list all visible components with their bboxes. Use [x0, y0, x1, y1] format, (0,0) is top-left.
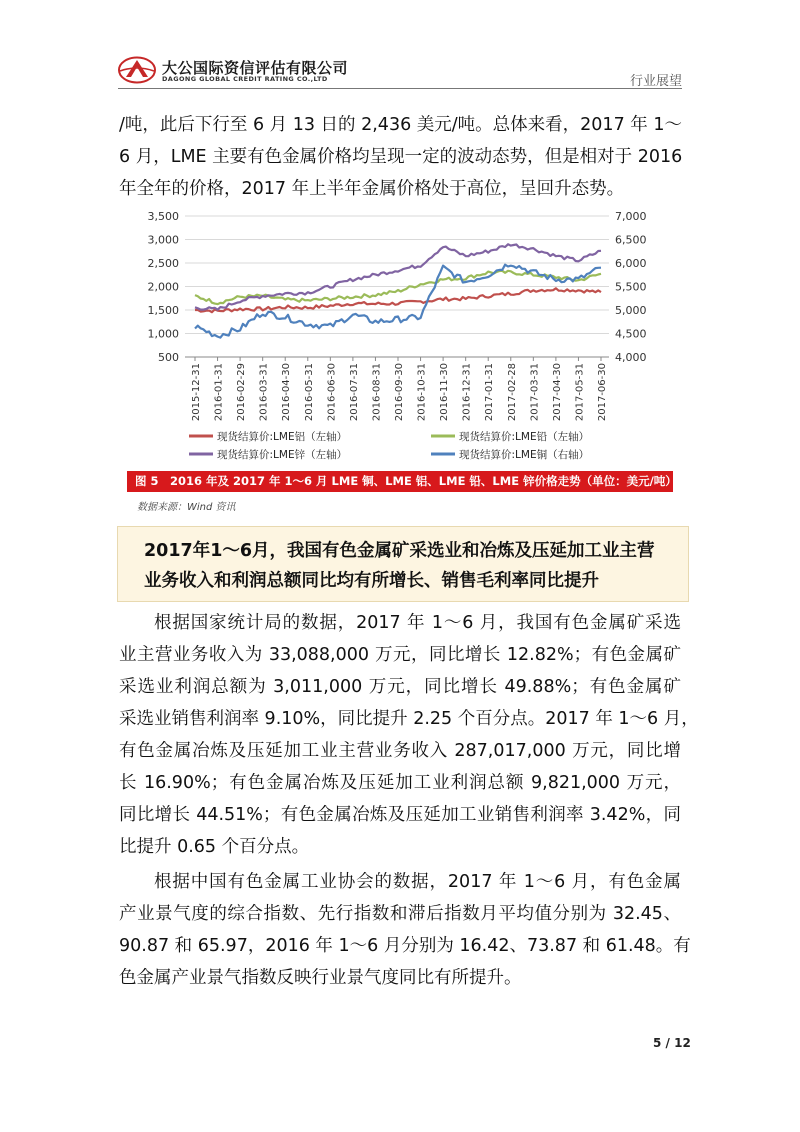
- company-name-cn: 大公国际资信评估有限公司: [162, 59, 349, 77]
- right-axis-tick-label: 7,000: [615, 210, 647, 223]
- left-axis-tick-label: 1,500: [147, 304, 179, 317]
- figure-caption: 图 5 2016 年及 2017 年 1～6 月 LME 铜、LME 铝、LME 铅、LME 锌价格走势（单位：美元/吨）: [127, 471, 673, 492]
- x-axis-tick-label: 2017-04-30: [551, 363, 563, 422]
- text-line: 比提升 0.65 个百分点。: [119, 837, 310, 857]
- header-divider: [118, 88, 682, 89]
- x-axis-tick-label: 2017-06-30: [597, 363, 608, 422]
- legend-label: 现货结算价:LME锌（左轴）: [217, 449, 348, 461]
- right-axis-tick-label: 5,000: [615, 304, 647, 317]
- dagong-logo-icon: [118, 56, 156, 84]
- x-axis-tick-label: 2016-09-30: [394, 363, 405, 422]
- left-axis-tick-label: 3,500: [147, 210, 179, 223]
- x-axis-tick-label: 2016-08-31: [371, 363, 383, 422]
- right-axis-tick-label: 4,000: [615, 351, 647, 364]
- legend-label: 现货结算价:LME铝（左轴）: [217, 431, 348, 443]
- intro-paragraph: [119, 109, 681, 205]
- right-axis-tick-label: 4,500: [615, 327, 647, 341]
- text-line: 长 16.90%；有色金属冶炼及压延加工业利润总额 9,821,000 万元，: [119, 773, 681, 793]
- text-line: 年全年的价格，2017 年上半年金属价格处于高位，呈回升态势。: [119, 179, 625, 199]
- series-line: [195, 288, 601, 312]
- text-line: 色金属产业景气指数反映行业景气度同比有所提升。: [119, 968, 522, 988]
- x-axis-tick-label: 2016-03-31: [258, 363, 270, 422]
- x-axis-tick-label: 2016-05-31: [303, 363, 315, 422]
- text-line: 同比增长 44.51%；有色金属冶炼及压延加工业销售利润率 3.42%，同: [119, 805, 681, 825]
- text-line: 采选业利润总额为 3,011,000 万元，同比增长 49.88%；有色金属矿: [119, 677, 681, 697]
- highlight-line: 业务收入和利润总额同比均有所增长、销售毛利率同比提升: [144, 571, 599, 591]
- x-axis-tick-label: 2017-01-31: [484, 363, 496, 422]
- left-axis-tick-label: 2,000: [147, 280, 179, 294]
- highlight-line: 2017年1～6月，我国有色金属矿采选业和冶炼及压延加工业主营: [144, 541, 655, 561]
- x-axis-tick-label: 2016-02-29: [236, 363, 248, 422]
- paragraph-index: [119, 866, 691, 994]
- x-axis-tick-label: 2017-03-31: [529, 363, 541, 422]
- x-axis-tick-label: 2016-01-31: [213, 363, 225, 422]
- highlight-heading: [117, 526, 689, 602]
- text-line: 有色金属冶炼及压延加工业主营业务收入 287,017,000 万元，同比增: [119, 741, 681, 761]
- company-name-en: DAGONG GLOBAL CREDIT RATING CO.,LTD: [162, 75, 328, 83]
- x-axis-tick-label: 2016-07-31: [348, 363, 360, 422]
- data-source: 数据来源：Wind 资讯: [137, 502, 236, 513]
- text-line: 90.87 和 65.97，2016 年 1～6 月分别为 16.42、73.87 和 61.48。有: [119, 936, 691, 956]
- series-line: [195, 265, 601, 338]
- left-axis-tick-label: 2,500: [147, 257, 179, 270]
- x-axis-tick-label: 2016-12-31: [461, 363, 473, 422]
- section-label: 行业展望: [629, 74, 682, 89]
- text-line: 根据中国有色金属工业协会的数据，2017 年 1～6 月，有色金属: [154, 872, 681, 892]
- left-axis-tick-label: 3,000: [147, 233, 179, 247]
- text-line: 业主营业务收入为 33,088,000 万元，同比增长 12.82%；有色金属矿: [119, 645, 681, 665]
- text-line: 根据国家统计局的数据，2017 年 1～6 月，我国有色金属矿采选: [154, 613, 681, 633]
- page-header: [118, 56, 682, 90]
- x-axis-tick-label: 2016-10-31: [416, 363, 428, 422]
- x-axis-tick-label: 2016-06-30: [326, 363, 338, 422]
- x-axis-tick-label: 2016-11-30: [439, 363, 451, 422]
- right-axis-tick-label: 6,000: [615, 257, 647, 270]
- x-axis-tick-label: 2015-12-31: [191, 363, 202, 422]
- x-axis-tick-label: 2017-02-28: [506, 363, 518, 422]
- legend-label: 现货结算价:LME铅（左轴）: [459, 431, 590, 443]
- x-axis-tick-label: 2017-05-31: [574, 363, 586, 422]
- left-axis-tick-label: 500: [158, 351, 179, 364]
- left-axis-tick-label: 1,000: [147, 327, 179, 341]
- price-chart: [119, 207, 675, 469]
- right-axis-tick-label: 6,500: [615, 233, 647, 247]
- page-number: 5 / 12: [653, 1036, 691, 1050]
- text-line: 产业景气度的综合指数、先行指数和滞后指数月平均值分别为 32.45、: [119, 904, 681, 924]
- text-line: /吨，此后下行至 6 月 13 日的 2,436 美元/吨。总体来看，2017 年 1～: [119, 115, 682, 135]
- text-line: 采选业销售利润率 9.10%，同比提升 2.25 个百分点。2017 年 1～6 月，: [119, 709, 699, 729]
- text-line: 6 月，LME 主要有色金属价格均呈现一定的波动态势，但是相对于 2016: [119, 147, 683, 167]
- x-axis-tick-label: 2016-04-30: [281, 363, 293, 422]
- paragraph-stats: [119, 607, 699, 863]
- right-axis-tick-label: 5,500: [615, 280, 647, 294]
- legend-label: 现货结算价:LME铜（右轴）: [459, 449, 590, 461]
- price-chart-svg: [119, 207, 675, 469]
